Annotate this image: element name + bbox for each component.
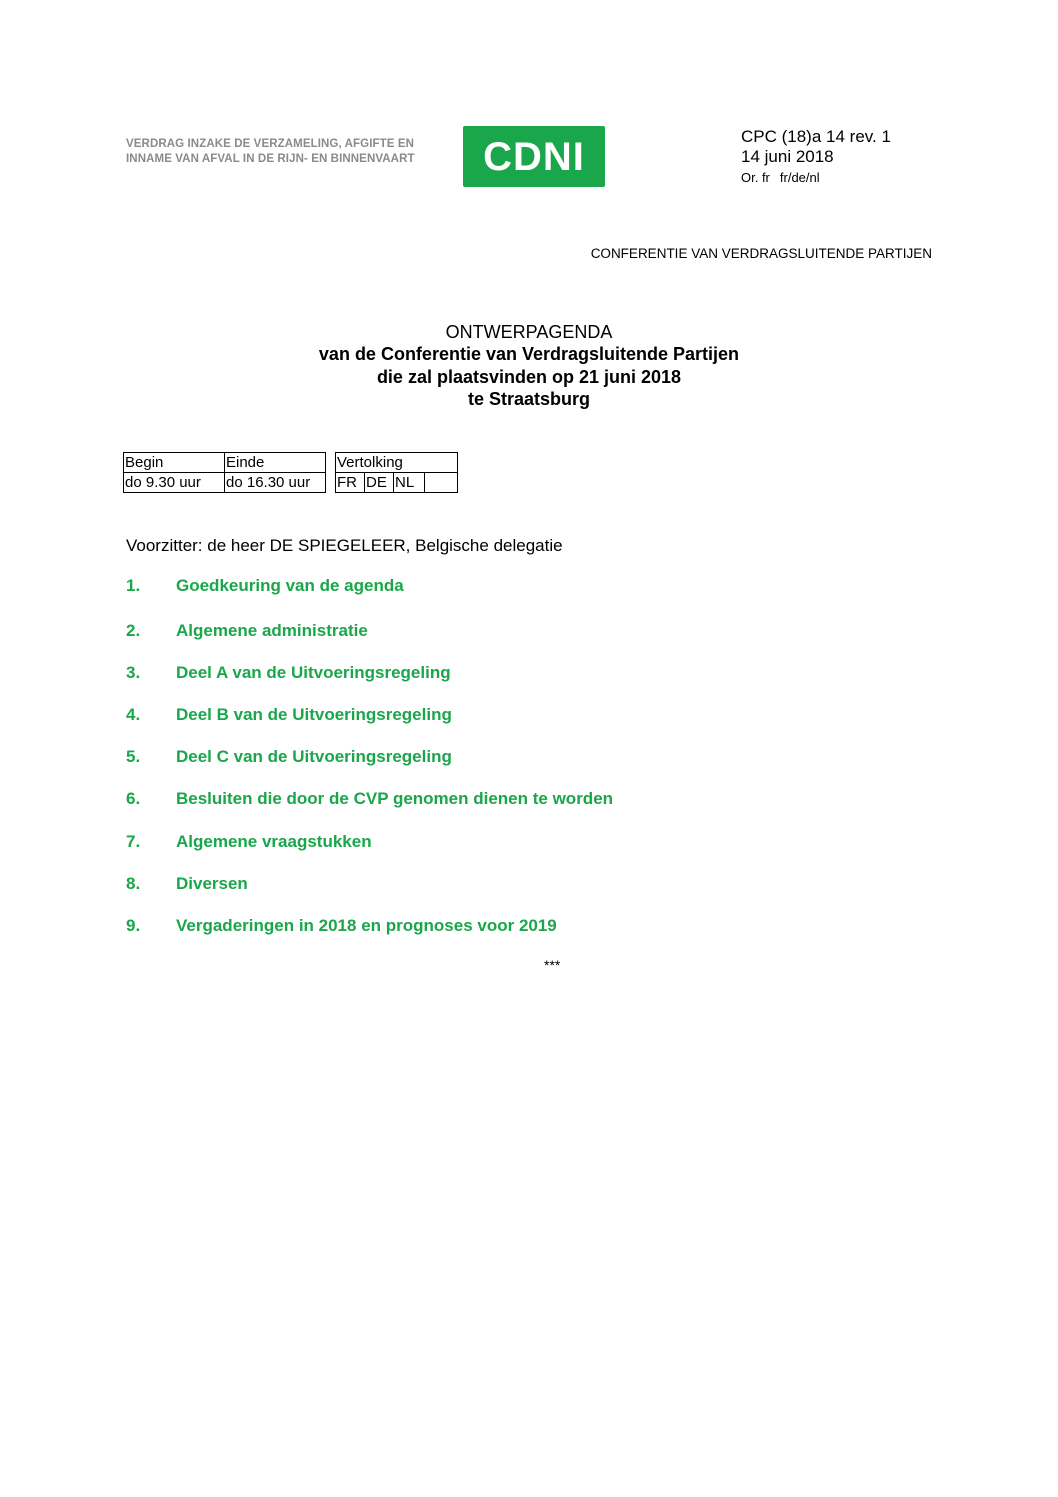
language-cell: FR <box>336 473 365 493</box>
agenda-item-number: 9. <box>126 916 141 935</box>
reference-date: 14 juni 2018 <box>741 147 834 166</box>
table-row <box>336 473 458 493</box>
agenda-item <box>126 916 557 936</box>
interpretation-label: Vertolking <box>336 453 458 473</box>
organization-name-line-2: INNAME VAN AFVAL IN DE RIJN- EN BINNENVAART <box>126 153 415 165</box>
agenda-item-text: Algemene administratie <box>176 621 368 640</box>
agenda-item-text: Algemene vraagstukken <box>176 832 372 851</box>
meeting-times-table <box>123 452 326 493</box>
cdni-logo <box>463 126 605 187</box>
table-row <box>124 473 326 493</box>
table-row <box>124 453 326 473</box>
agenda-item-text: Goedkeuring van de agenda <box>176 576 404 595</box>
title-line-2: van de Conferentie van Verdragsluitende Partijen <box>318 344 740 364</box>
end-value: do 16.30 uur <box>225 473 326 493</box>
logo-text: CDNI <box>483 134 585 179</box>
agenda-item-number: 6. <box>126 789 141 808</box>
agenda-item-text: Deel A van de Uitvoeringsregeling <box>176 663 451 682</box>
translation-languages: fr/de/nl <box>779 170 820 185</box>
conference-heading: CONFERENTIE VAN VERDRAGSLUITENDE PARTIJEN <box>590 246 932 261</box>
agenda-item-text: Deel C van de Uitvoeringsregeling <box>176 747 452 766</box>
agenda-item-number: 2. <box>126 621 141 640</box>
language-cell: DE <box>365 473 394 493</box>
document-reference <box>741 127 891 189</box>
agenda-item <box>126 576 404 596</box>
organization-name-line-1: VERDRAG INZAKE DE VERZAMELING, AFGIFTE EN <box>126 138 414 150</box>
agenda-item <box>126 663 451 683</box>
agenda-item-number: 7. <box>126 832 141 851</box>
agenda-item <box>126 747 452 767</box>
end-label: Einde <box>225 453 326 473</box>
title-line-3: die zal plaatsvinden op 21 juni 2018 <box>376 366 682 387</box>
begin-value: do 9.30 uur <box>124 473 225 493</box>
begin-label: Begin <box>124 453 225 473</box>
table-row <box>336 453 458 473</box>
agenda-item-number: 8. <box>126 874 141 893</box>
language-cell: NL <box>394 473 425 493</box>
organization-name <box>126 137 456 167</box>
agenda-item-text: Deel B van de Uitvoeringsregeling <box>176 705 452 724</box>
agenda-item <box>126 705 452 725</box>
document-title <box>0 321 1058 411</box>
end-marker: *** <box>544 957 561 973</box>
agenda-item <box>126 789 613 809</box>
reference-languages <box>741 167 891 189</box>
agenda-item-text: Vergaderingen in 2018 en prognoses voor 2019 <box>176 916 557 935</box>
language-cell <box>425 473 458 493</box>
agenda-item-number: 4. <box>126 705 141 724</box>
agenda-item <box>126 874 248 894</box>
agenda-item-number: 3. <box>126 663 141 682</box>
agenda-item-text: Diversen <box>176 874 248 893</box>
original-language: Or. fr <box>741 170 770 185</box>
agenda-item-number: 5. <box>126 747 141 766</box>
agenda-item-text: Besluiten die door de CVP genomen dienen te worden <box>176 789 614 808</box>
title-line-1: ONTWERPAGENDA <box>445 322 613 342</box>
chair-line: Voorzitter: de heer DE SPIEGELEER, Belgische delegatie <box>126 536 563 555</box>
agenda-item <box>126 621 368 641</box>
reference-code: CPC (18)a 14 rev. 1 <box>741 127 891 146</box>
interpretation-table <box>335 452 458 493</box>
agenda-item-number: 1. <box>126 576 141 595</box>
agenda-item <box>126 832 372 852</box>
title-line-4: te Straatsburg <box>467 389 591 409</box>
